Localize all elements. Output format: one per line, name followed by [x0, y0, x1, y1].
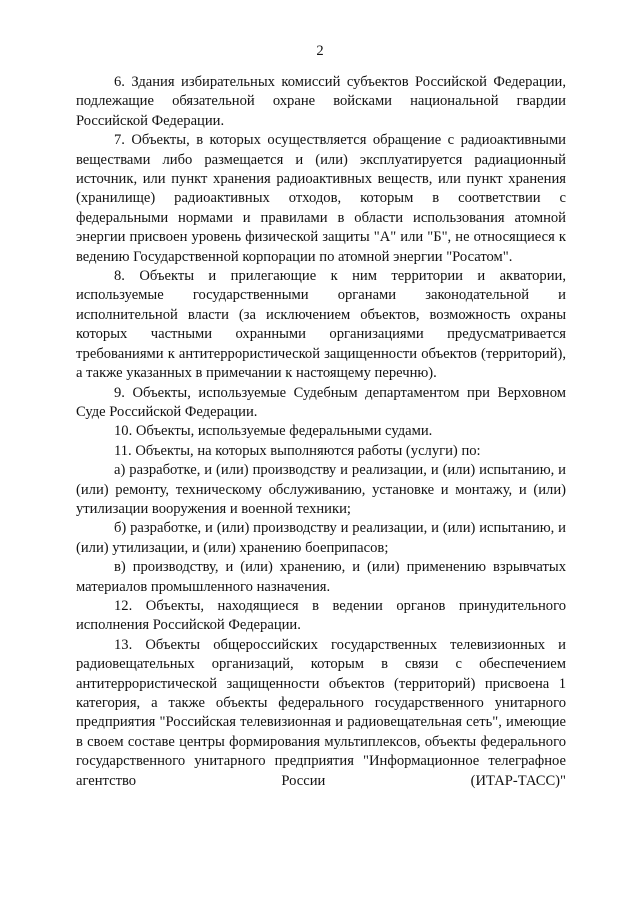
paragraph-item-8: 8. Объекты и прилегающие к ним территории и акватории, используемые государственными органами законодательной и исполнительной власти (за исключением объектов, возможность охраны которых частными охранными организациями предусматривается требованиями к антитеррористической защищенности объектов (территорий), а также указанных в примечании к настоящему перечню).	[76, 268, 566, 382]
paragraph-item-11a: а) разработке, и (или) производству и реализации, и (или) испытанию, и (или) ремонту, техническому обслуживанию, установке и монтажу, и (или) утилизации вооружения и военной техники;	[76, 462, 566, 517]
paragraph-item-7: 7. Объекты, в которых осуществляется обращение с радиоактивными веществами либо размещается и (или) эксплуатируется радиационный источник, или пункт хранения радиоактивных веществ, или пункт хранения (хранилище) радиоактивных отходов, которым в соответствии с федеральными нормами и правилами в области использования атомной энергии присвоен уровень физической защиты "А" или "Б", не относящиеся к ведению Государственной корпорации по атомной энергии "Росатом".	[76, 132, 566, 265]
paragraph-item-12: 12. Объекты, находящиеся в ведении органов принудительного исполнения Российской Федерации.	[76, 597, 566, 634]
paragraph-item-11: 11. Объекты, на которых выполняются работы (услуги) по:	[114, 442, 481, 459]
paragraph-item-6: 6. Здания избирательных комиссий субъектов Российской Федерации, подлежащие обязательной охране войсками национальной гвардии Российской Федерации.	[76, 74, 566, 129]
paragraph-item-11c: в) производству, и (или) хранению, и (или) применению взрывчатых материалов промышленного назначения.	[76, 559, 566, 595]
document-body	[76, 73, 566, 791]
paragraph-item-9: 9. Объекты, используемые Судебным департаментом при Верховном Суде Российской Федерации.	[76, 384, 566, 420]
paragraph-item-10: 10. Объекты, используемые федеральными судами.	[114, 423, 433, 440]
paragraph-item-13: 13. Объекты общероссийских государственных телевизионных и радиовещательных организаций, которым в связи с обеспечением антитеррористической защищенности объектов (территорий) присвоена 1 категория, а также объекты федерального государственного унитарного предприятия "Российская телевизионная и радиовещательная сеть", имеющие в своем составе центры формирования мультиплексов, объекты федерального государственного унитарного предприятия "Информационное телеграфное агентство России (ИТАР-ТАСС)"	[76, 636, 566, 789]
paragraph-item-11b: б) разработке, и (или) производству и реализации, и (или) испытанию, и (или) утилизации, и (или) хранению боеприпасов;	[76, 520, 566, 556]
page-number: 2	[316, 43, 324, 59]
